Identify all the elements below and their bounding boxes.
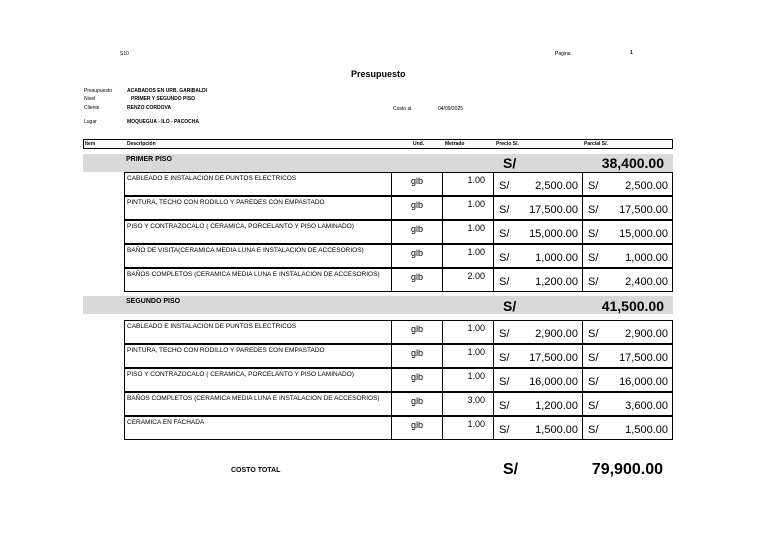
item-description: PISO Y CONTRAZOCALO ( CERAMICA, PORCELANTO Y PISO LAMINADO) [127, 371, 354, 378]
table-row [124, 368, 673, 392]
section-name: SEGUNDO PISO [126, 298, 181, 305]
item-partial: 15,000.00 [619, 228, 668, 240]
price-currency: S/ [499, 180, 510, 192]
price-currency: S/ [499, 204, 510, 216]
price-currency: S/ [499, 252, 510, 264]
item-price: 1,000.00 [535, 252, 578, 264]
table-row [124, 244, 673, 268]
item-metrado: 2.00 [467, 271, 485, 281]
section-currency: S/ [503, 298, 517, 314]
item-unit: glb [410, 224, 423, 234]
section-name: PRIMER PISO [126, 156, 172, 163]
item-unit: glb [410, 396, 423, 406]
item-metrado: 1.00 [467, 323, 485, 333]
partial-currency: S/ [588, 352, 599, 364]
lugar-value: MOQUEGUA - ILO - PACOCHA [127, 119, 199, 125]
item-description: PISO Y CONTRAZOCALO ( CERAMICA, PORCELANTO Y PISO LAMINADO) [127, 223, 354, 230]
price-currency: S/ [499, 276, 510, 288]
item-partial: 17,500.00 [619, 352, 668, 364]
section-total: 41,500.00 [601, 298, 664, 314]
item-metrado: 1.00 [467, 419, 485, 429]
partial-currency: S/ [588, 252, 599, 264]
item-partial: 3,600.00 [625, 400, 668, 412]
presupuesto-label: Presupuesto [84, 88, 113, 94]
item-partial: 2,900.00 [625, 328, 668, 340]
price-currency: S/ [499, 328, 510, 340]
partial-currency: S/ [588, 376, 599, 388]
lugar-label: Lugar [84, 119, 97, 125]
item-metrado: 1.00 [467, 371, 485, 381]
item-price: 2,500.00 [535, 180, 578, 192]
item-metrado: 1.00 [467, 199, 485, 209]
costo-date: 04/09/2025 [438, 106, 464, 112]
item-description: PINTURA, TECHO CON RODILLO Y PAREDES CON EMPASTADO [127, 199, 325, 206]
presupuesto-value: ACABADOS EN URB. GARIBALDI [127, 88, 207, 94]
item-price: 15,000.00 [529, 228, 578, 240]
price-currency: S/ [499, 228, 510, 240]
total-amount: 79,900.00 [591, 461, 663, 478]
total-currency: S/ [503, 461, 519, 478]
item-unit: glb [410, 272, 423, 282]
partial-currency: S/ [588, 424, 599, 436]
page-title: Presupuesto [351, 69, 406, 79]
item-unit: glb [410, 420, 423, 430]
section-currency: S/ [503, 155, 517, 171]
item-metrado: 3.00 [467, 395, 485, 405]
col-descripcion: Descripción [127, 141, 156, 147]
section-segundo-piso [83, 296, 673, 314]
item-description: BAÑOS COMPLETOS (CERAMICA MEDIA LUNA E INSTALACION DE ACCESORIOS) [127, 271, 380, 278]
item-description: BAÑO DE VISITA(CERAMICA MEDIA LUNA E INSTALACION DE ACCESORIOS) [127, 247, 364, 254]
item-unit: glb [410, 372, 423, 382]
item-partial: 16,000.00 [619, 376, 668, 388]
item-partial: 1,000.00 [625, 252, 668, 264]
partial-currency: S/ [588, 180, 599, 192]
item-metrado: 1.00 [467, 223, 485, 233]
section-primer-piso [83, 154, 673, 172]
col-parcial: Parcial S/. [584, 141, 608, 147]
price-currency: S/ [499, 376, 510, 388]
partial-currency: S/ [588, 204, 599, 216]
item-price: 16,000.00 [529, 376, 578, 388]
partial-currency: S/ [588, 228, 599, 240]
partial-currency: S/ [588, 276, 599, 288]
costo-label: Costo al [393, 106, 412, 112]
item-description: PINTURA, TECHO CON RODILLO Y PAREDES CON EMPASTADO [127, 347, 325, 354]
item-unit: glb [410, 248, 423, 258]
item-metrado: 1.00 [467, 347, 485, 357]
col-precio: Precio S/. [496, 141, 519, 147]
table-row [124, 196, 673, 220]
col-und: Und. [413, 141, 425, 147]
table-row [124, 344, 673, 368]
nivel-value: PRIMER Y SEGUNDO PISO [131, 96, 195, 102]
table-row [124, 320, 673, 344]
col-item: Item [85, 141, 96, 147]
table-header [83, 139, 673, 149]
item-price: 1,200.00 [535, 400, 578, 412]
item-partial: 1,500.00 [625, 424, 668, 436]
item-unit: glb [410, 200, 423, 210]
price-currency: S/ [499, 400, 510, 412]
item-unit: glb [410, 324, 423, 334]
system-code: S10 [120, 51, 129, 57]
item-price: 2,900.00 [535, 328, 578, 340]
item-description: CABLEADO E INSTALACION DE PUNTOS ELECTRICOS [127, 323, 297, 330]
table-row [124, 392, 673, 416]
nivel-label: Nivel [84, 96, 96, 102]
item-description: CABLEADO E INSTALACION DE PUNTOS ELECTRICOS [127, 175, 297, 182]
item-metrado: 1.00 [467, 247, 485, 257]
page-number: 1 [630, 50, 633, 56]
item-unit: glb [410, 176, 423, 186]
cliente-value: RENZO CORDOVA [127, 105, 172, 111]
col-metrado: Metrado [445, 141, 465, 147]
price-currency: S/ [499, 424, 510, 436]
table-row [124, 416, 673, 440]
table-row [124, 172, 673, 196]
table-row [124, 268, 673, 292]
partial-currency: S/ [588, 328, 599, 340]
table-row [124, 220, 673, 244]
cliente-label: Cliente [84, 105, 100, 111]
item-partial: 2,500.00 [625, 180, 668, 192]
item-partial: 17,500.00 [619, 204, 668, 216]
item-price: 1,200.00 [535, 276, 578, 288]
item-price: 1,500.00 [535, 424, 578, 436]
total-label: COSTO TOTAL [231, 467, 281, 474]
item-description: CERAMICA EN FACHADA [127, 419, 205, 426]
item-unit: glb [410, 348, 423, 358]
partial-currency: S/ [588, 400, 599, 412]
page-label: Página [555, 51, 571, 57]
item-metrado: 1.00 [467, 175, 485, 185]
item-partial: 2,400.00 [625, 276, 668, 288]
item-price: 17,500.00 [529, 204, 578, 216]
item-price: 17,500.00 [529, 352, 578, 364]
section-total: 38,400.00 [601, 155, 664, 171]
price-currency: S/ [499, 352, 510, 364]
item-description: BAÑOS COMPLETOS (CERAMICA MEDIA LUNA E INSTALACION DE ACCESORIOS) [127, 395, 380, 402]
